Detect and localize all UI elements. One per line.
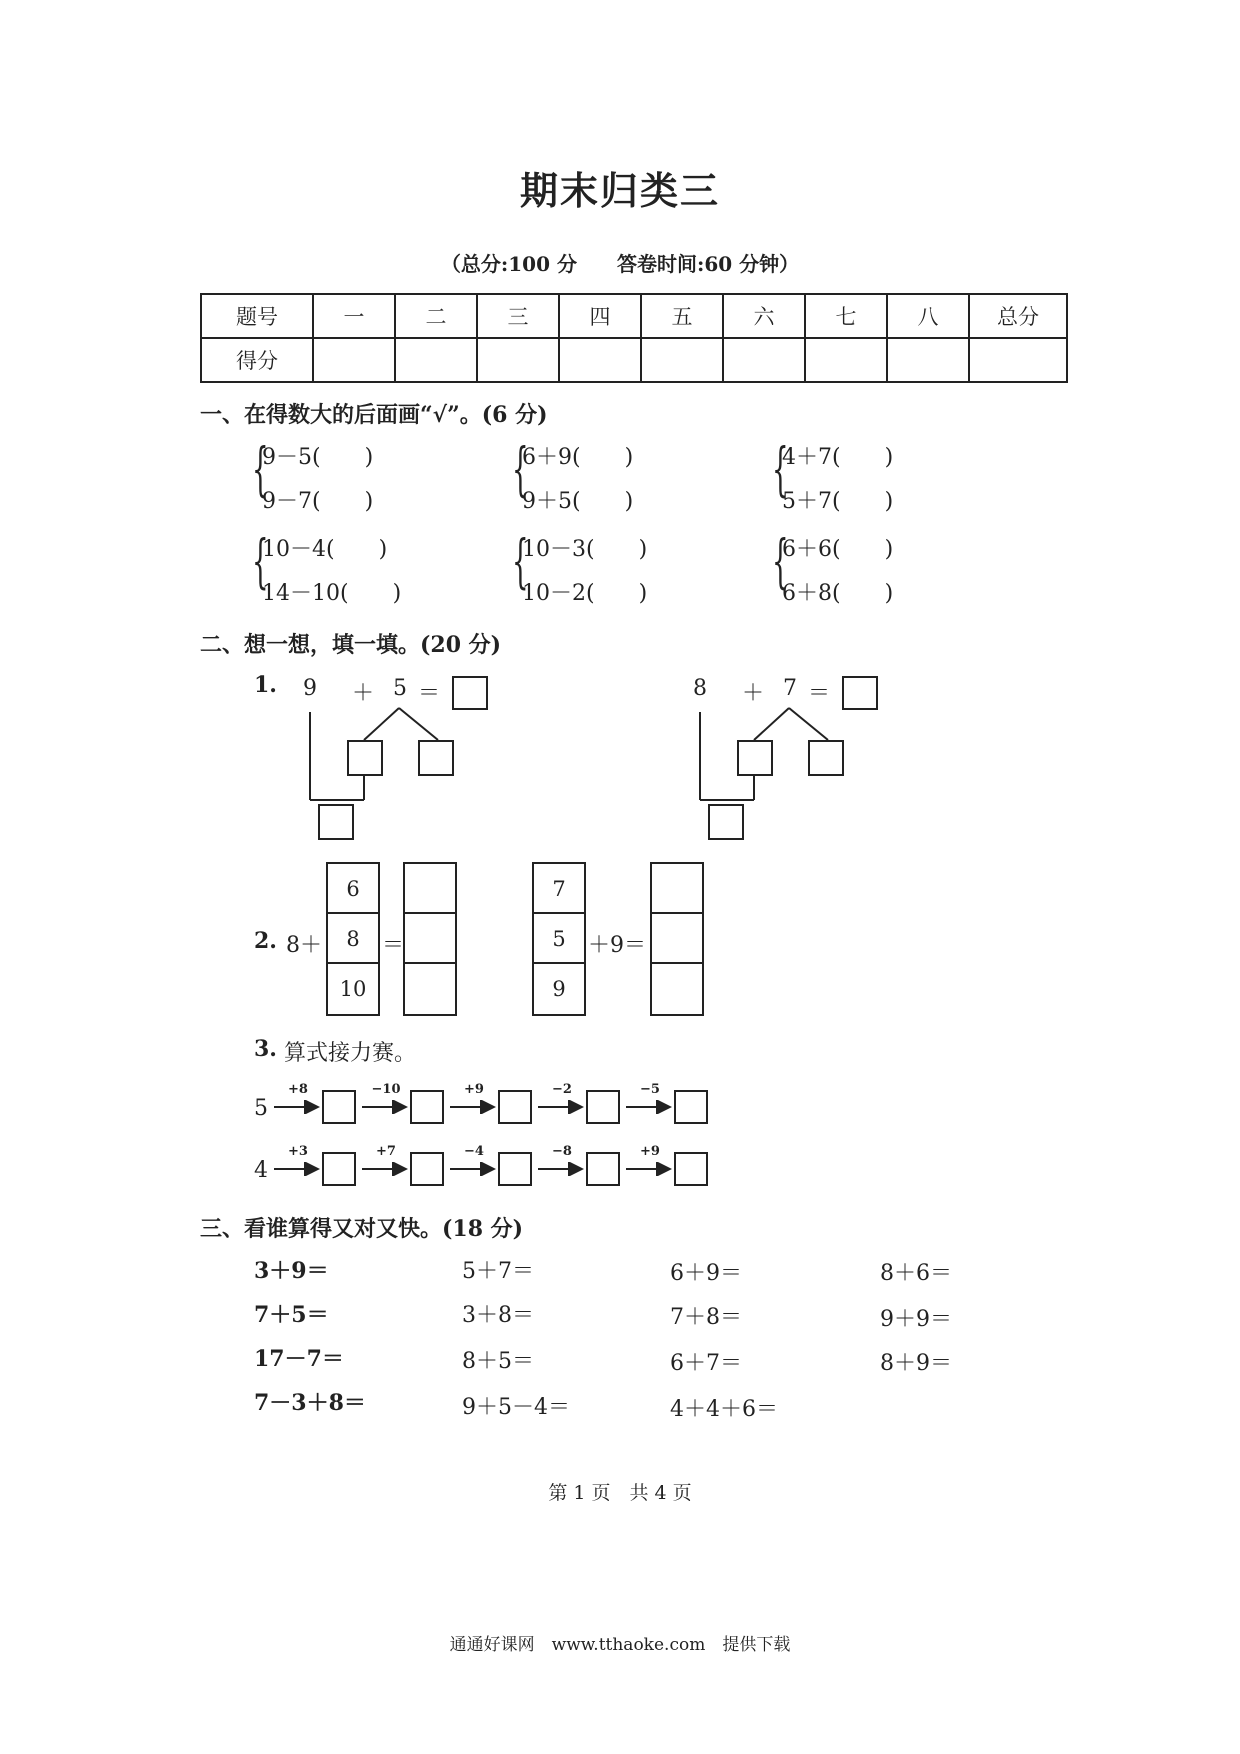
- addend: 9: [303, 676, 317, 701]
- plus-sign: ＋: [742, 681, 765, 706]
- score-cell[interactable]: [723, 338, 805, 382]
- calc-item: 9＋5－4＝: [462, 1395, 570, 1420]
- addend: 8: [693, 676, 707, 701]
- score-header-row: [201, 294, 1067, 338]
- answer-box[interactable]: [322, 1090, 356, 1124]
- calc-item: 6＋9＝: [670, 1261, 742, 1286]
- answer-box[interactable]: [322, 1152, 356, 1186]
- brace-glyph: {: [512, 527, 529, 595]
- number-cell: 9: [552, 977, 566, 1001]
- score-header-cell: 八: [887, 294, 969, 338]
- equals-sign: ＝: [808, 681, 831, 706]
- answer-box[interactable]: [418, 740, 454, 776]
- compare-expr: 4＋7( ): [782, 445, 894, 470]
- number-cell: 10: [339, 977, 367, 1001]
- page-subtitle: （总分:100 分 答卷时间:60 分钟）: [440, 252, 800, 276]
- calc-item: 3＋8＝: [462, 1303, 534, 1328]
- q2-prefix: 8＋: [286, 933, 322, 958]
- chain-operation: −8: [552, 1144, 572, 1159]
- score-header-cell: 六: [723, 294, 805, 338]
- answer-box[interactable]: [586, 1152, 620, 1186]
- score-header-cell: 四: [559, 294, 641, 338]
- score-header-cell: 题号: [201, 294, 313, 338]
- answer-box[interactable]: [708, 804, 744, 840]
- brace-glyph: {: [252, 527, 269, 595]
- answer-column[interactable]: [403, 862, 457, 1016]
- footer-credit: 通通好课网 www.tthaoke.com 提供下载: [449, 1635, 791, 1655]
- q3-title: 算式接力赛。: [284, 1041, 417, 1066]
- plus-sign: ＋: [352, 681, 375, 706]
- calc-item: 7＋5＝: [254, 1302, 329, 1328]
- answer-box[interactable]: [498, 1152, 532, 1186]
- number-cell: 6: [328, 864, 378, 914]
- calc-item: 6＋7＝: [670, 1351, 742, 1376]
- calc-item: 17－7＝: [254, 1346, 344, 1372]
- brace-glyph: {: [772, 435, 789, 503]
- answer-column[interactable]: [650, 862, 704, 1016]
- brace-glyph: {: [252, 435, 269, 503]
- chain-operation: −10: [371, 1082, 401, 1097]
- score-header-cell: 五: [641, 294, 723, 338]
- q2-suffix: ＋9＝: [588, 933, 646, 958]
- compare-expr: 10－2( ): [522, 581, 648, 606]
- section1-heading: 一、在得数大的后面画“√”。(6 分): [200, 402, 548, 428]
- addend: 5: [393, 676, 407, 701]
- compare-expr: 10－3( ): [522, 537, 648, 562]
- score-cell[interactable]: [477, 338, 559, 382]
- answer-box[interactable]: [674, 1152, 708, 1186]
- compare-expr: 9－5( ): [262, 445, 374, 470]
- calc-item: 8＋5＝: [462, 1349, 534, 1374]
- score-value-row: [201, 338, 1067, 382]
- calc-item: 7－3＋8＝: [254, 1390, 366, 1416]
- compare-expr: 5＋7( ): [782, 489, 894, 514]
- score-cell[interactable]: [395, 338, 477, 382]
- number-cell: 5: [534, 914, 584, 964]
- calc-item: 8＋9＝: [880, 1351, 952, 1376]
- number-column: [532, 862, 586, 1016]
- answer-box[interactable]: [410, 1152, 444, 1186]
- compare-expr: 6＋9( ): [522, 445, 634, 470]
- score-header-cell: 三: [477, 294, 559, 338]
- calc-item: 8＋6＝: [880, 1261, 952, 1286]
- answer-box[interactable]: [808, 740, 844, 776]
- score-cell[interactable]: [559, 338, 641, 382]
- brace-glyph: {: [772, 527, 789, 595]
- compare-expr: 14－10( ): [262, 581, 402, 606]
- answer-cell[interactable]: [405, 914, 455, 964]
- compare-expr: 6＋6( ): [782, 537, 894, 562]
- chain-operation: +3: [288, 1144, 308, 1159]
- compare-expr: 6＋8( ): [782, 581, 894, 606]
- chain-operation: +7: [376, 1144, 396, 1159]
- score-cell[interactable]: [641, 338, 723, 382]
- chain-operation: −2: [552, 1082, 572, 1097]
- answer-box[interactable]: [410, 1090, 444, 1124]
- compare-expr: 9＋5( ): [522, 489, 634, 514]
- answer-box[interactable]: [347, 740, 383, 776]
- number-column: [326, 862, 380, 1016]
- chain-operation: +9: [464, 1082, 484, 1097]
- score-cell[interactable]: [969, 338, 1067, 382]
- answer-box[interactable]: [318, 804, 354, 840]
- chain-operation: +8: [288, 1082, 308, 1097]
- page-number: 第 1 页 共 4 页: [548, 1482, 692, 1504]
- score-header-cell: 二: [395, 294, 477, 338]
- compare-expr: 10－4( ): [262, 537, 388, 562]
- calc-item: 3＋9＝: [254, 1258, 329, 1284]
- question-number: 1.: [254, 672, 277, 698]
- chain-start: 4: [254, 1158, 268, 1183]
- score-row-label: 得分: [201, 338, 313, 382]
- score-cell[interactable]: [313, 338, 395, 382]
- answer-box[interactable]: [674, 1090, 708, 1124]
- answer-box[interactable]: [498, 1090, 532, 1124]
- calc-item: 5＋7＝: [462, 1259, 534, 1284]
- question-number: 2.: [254, 928, 277, 954]
- calc-item: 9＋9＝: [880, 1307, 952, 1332]
- score-cell[interactable]: [887, 338, 969, 382]
- answer-box[interactable]: [737, 740, 773, 776]
- calc-item: 7＋8＝: [670, 1305, 742, 1330]
- score-header-cell: 七: [805, 294, 887, 338]
- page-title: 期末归类三: [519, 168, 720, 213]
- answer-box[interactable]: [586, 1090, 620, 1124]
- chain-operation: −5: [640, 1082, 660, 1097]
- equals-sign: ＝: [382, 933, 405, 958]
- answer-cell[interactable]: [652, 964, 702, 1014]
- chain-start: 5: [254, 1096, 268, 1121]
- equals-sign: ＝: [418, 681, 441, 706]
- answer-cell[interactable]: [652, 914, 702, 964]
- number-cell: 7: [534, 864, 584, 914]
- score-cell[interactable]: [805, 338, 887, 382]
- score-header-cell: 一: [313, 294, 395, 338]
- chain-operation: +9: [640, 1144, 660, 1159]
- calc-item: 4＋4＋6＝: [670, 1397, 778, 1422]
- section2-heading: 二、想一想，填一填。(20 分): [200, 632, 502, 658]
- brace-glyph: {: [512, 435, 529, 503]
- answer-cell[interactable]: [405, 964, 455, 1014]
- number-cell: 8: [328, 914, 378, 964]
- compare-expr: 9－7( ): [262, 489, 374, 514]
- answer-cell[interactable]: [652, 864, 702, 914]
- score-header-cell: 总分: [969, 294, 1067, 338]
- score-table: [200, 293, 1068, 383]
- question-number: 3.: [254, 1036, 277, 1062]
- chain-operation: −4: [464, 1144, 484, 1159]
- addend: 7: [783, 676, 797, 701]
- answer-cell[interactable]: [405, 864, 455, 914]
- section3-heading: 三、看谁算得又对又快。(18 分): [200, 1216, 524, 1242]
